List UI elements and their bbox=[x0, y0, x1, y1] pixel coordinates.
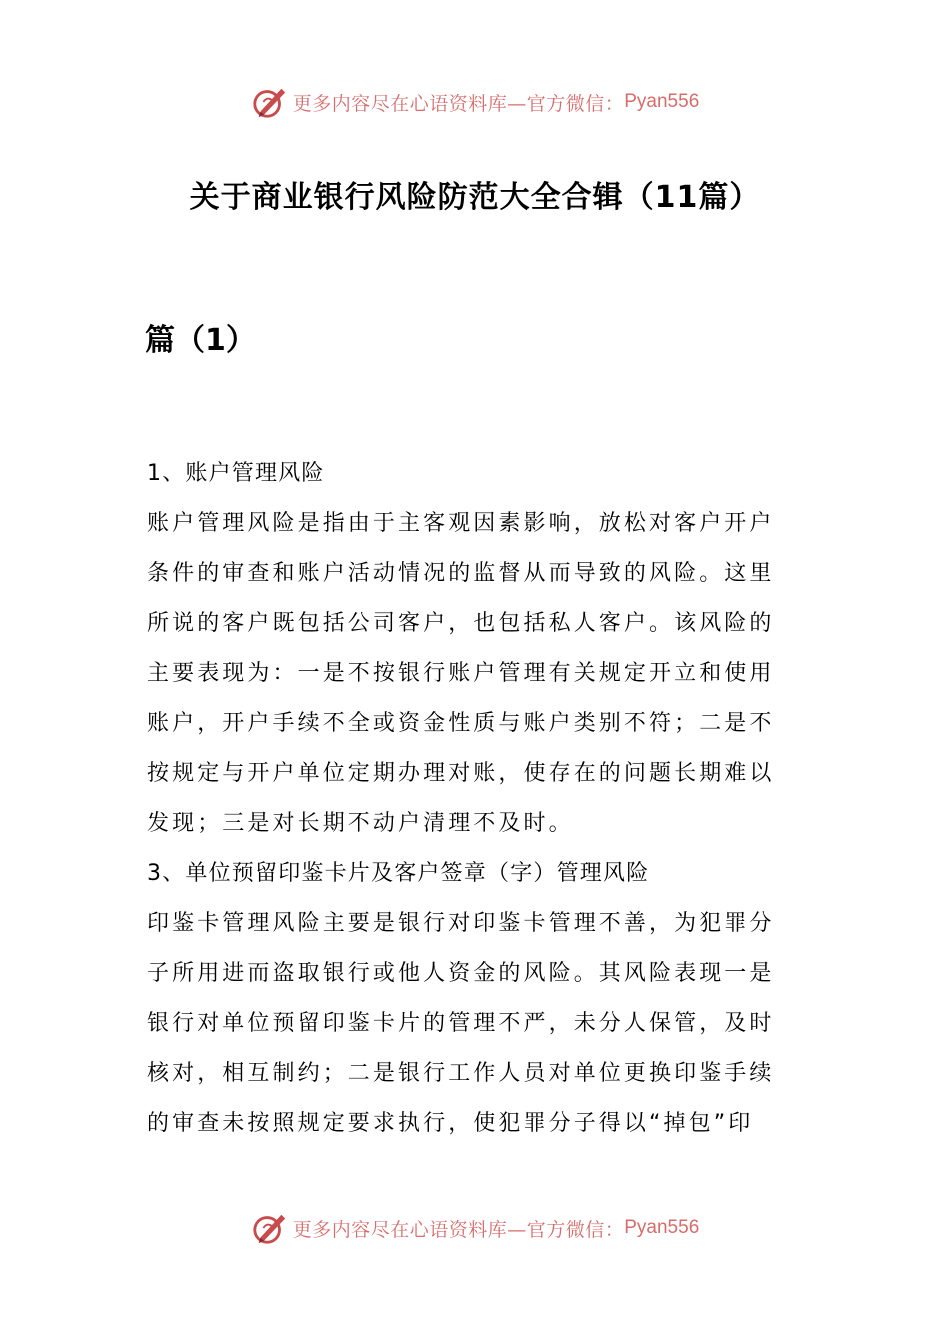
footer-wechat-id: Pyan556 bbox=[624, 1217, 700, 1238]
paragraph-line: 按规定与开户单位定期办理对账，使存在的问题长期难以 bbox=[147, 761, 775, 786]
header-banner-text: 更多内容尽在心语资料库—官方微信： bbox=[292, 92, 625, 115]
paragraph-line: 条件的审查和账户活动情况的监督从而导致的风险。这里 bbox=[147, 561, 775, 586]
paragraph-line: 印鉴卡管理风险主要是银行对印鉴卡管理不善，为犯罪分 bbox=[147, 911, 775, 936]
paragraph-line: 银行对单位预留印鉴卡片的管理不严，未分人保管，及时 bbox=[147, 1011, 775, 1036]
paragraph-line: 所说的客户既包括公司客户，也包括私人客户。该风险的 bbox=[147, 611, 775, 636]
section-heading-seal-risk: 3、单位预留印鉴卡片及客户签章（字）管理风险 bbox=[147, 861, 650, 886]
paragraph-line: 子所用进而盗取银行或他人资金的风险。其风险表现一是 bbox=[147, 961, 775, 986]
paragraph-line: 的审查未按照规定要求执行，使犯罪分子得以“掉包”印 bbox=[147, 1111, 754, 1136]
pen-logo-icon bbox=[251, 1209, 289, 1247]
paragraph-line: 核对，相互制约；二是银行工作人员对单位更换印鉴手续 bbox=[147, 1061, 775, 1086]
paragraph-line: 账户管理风险是指由于主客观因素影响，放松对客户开户 bbox=[147, 511, 775, 536]
section-heading-account-risk: 1、账户管理风险 bbox=[147, 461, 325, 486]
paragraph-line: 账户，开户手续不全或资金性质与账户类别不符；二是不 bbox=[147, 711, 775, 736]
footer-watermark-banner bbox=[0, 1208, 950, 1248]
chapter-heading: 篇（1） bbox=[145, 323, 256, 358]
paragraph-line: 发现；三是对长期不动户清理不及时。 bbox=[147, 811, 574, 836]
pen-logo-icon bbox=[251, 83, 289, 121]
document-body bbox=[147, 449, 807, 1149]
footer-banner-text: 更多内容尽在心语资料库—官方微信： bbox=[292, 1218, 625, 1241]
header-watermark-banner bbox=[0, 82, 950, 122]
document-title: 关于商业银行风险防范大全合辑（11篇） bbox=[189, 180, 761, 215]
header-wechat-id: Pyan556 bbox=[624, 91, 700, 112]
paragraph-line: 主要表现为：一是不按银行账户管理有关规定开立和使用 bbox=[147, 661, 775, 686]
